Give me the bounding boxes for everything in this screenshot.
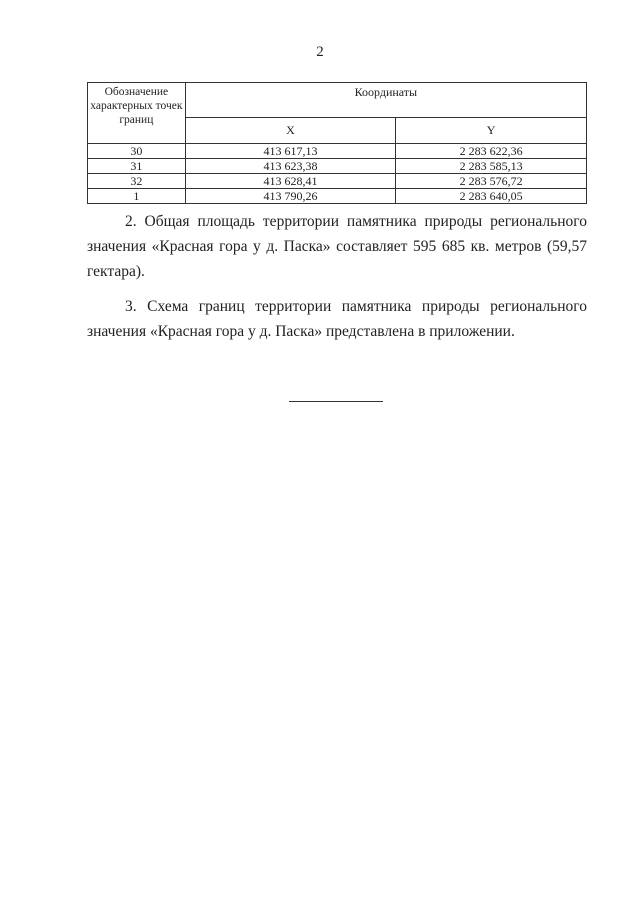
y-cell: 2 283 585,13 [396,159,587,174]
table-row [88,189,587,204]
table-row [88,144,587,159]
coordinates-table [87,82,587,204]
header-x: X [185,118,396,144]
closing-rule [289,401,383,402]
page-number: 2 [316,44,324,60]
paragraph-area: 2. Общая площадь территории памятника природы регионального значения «Красная гора у д. Паска» составляет 595 685 кв. метров (59,57 гектара). [87,213,587,280]
header-y: Y [396,118,587,144]
point-cell: 31 [88,159,186,174]
x-cell: 413 628,41 [185,174,396,189]
x-cell: 413 623,38 [185,159,396,174]
y-cell: 2 283 640,05 [396,189,587,204]
paragraph-scheme: 3. Схема границ территории памятника природы регионального значения «Красная гора у д. Паска» представлена в приложении. [87,298,587,340]
point-cell: 32 [88,174,186,189]
point-cell: 1 [88,189,186,204]
x-cell: 413 617,13 [185,144,396,159]
table-row [88,159,587,174]
table-row [88,174,587,189]
header-designation: Обозначение характерных точек границ [88,83,186,144]
y-cell: 2 283 622,36 [396,144,587,159]
header-coordinates: Координаты [185,83,586,118]
point-cell: 30 [88,144,186,159]
x-cell: 413 790,26 [185,189,396,204]
y-cell: 2 283 576,72 [396,174,587,189]
